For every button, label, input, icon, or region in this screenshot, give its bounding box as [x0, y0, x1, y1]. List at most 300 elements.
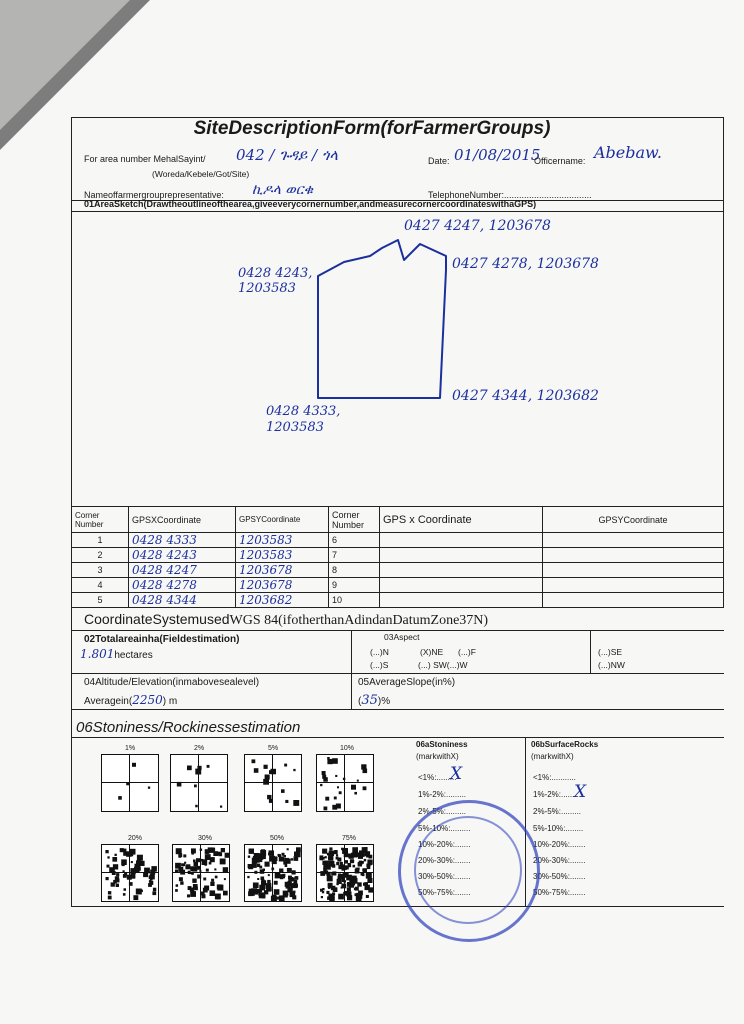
stone-speckle	[366, 895, 369, 898]
stone-speckle	[248, 891, 253, 896]
aspect-s: (...)S	[370, 660, 389, 670]
pct-label-5: 5%	[268, 745, 279, 752]
stone-speckle	[320, 784, 322, 786]
stone-speckle	[252, 863, 257, 868]
stone-speckle	[248, 864, 252, 868]
cell-corner: 1	[72, 533, 129, 548]
stone-speckle	[179, 877, 183, 881]
stone-speckle	[260, 890, 262, 892]
stone-speckle	[321, 896, 323, 898]
stone-speckle	[282, 853, 285, 856]
stone-speckle	[293, 800, 299, 806]
stone-speckle	[281, 874, 285, 878]
stone-speckle	[362, 869, 365, 872]
surface-rocks-row: 5%-10%:........	[533, 824, 584, 833]
stone-speckle	[223, 891, 228, 896]
stone-speckle	[285, 864, 288, 867]
stone-speckle	[210, 848, 215, 853]
area-number-label: For area number MehalSayint/	[84, 154, 206, 164]
stone-speckle	[332, 864, 336, 868]
stone-speckle	[335, 775, 337, 777]
cell-corner: 4	[72, 578, 129, 593]
stone-speckle	[177, 782, 182, 787]
stone-speckle	[322, 850, 325, 853]
cell-y: 1203583	[236, 548, 329, 563]
stone-speckle	[293, 880, 297, 884]
pct-label-75: 75%	[342, 835, 357, 842]
stone-speckle	[327, 876, 333, 882]
surface-rocks-row: 2%-5%:.........	[533, 807, 582, 816]
stone-speckle	[336, 857, 339, 860]
th-gps-x: GPSXCoordinate	[129, 507, 236, 533]
stone-speckle	[192, 879, 196, 883]
stone-speckle	[224, 878, 226, 880]
stone-speckle	[295, 876, 299, 880]
stone-speckle	[115, 876, 119, 880]
stone-speckle	[150, 870, 155, 875]
cell-corner-2: 6	[329, 533, 380, 548]
stone-speckle	[364, 859, 367, 862]
cell-corner: 5	[72, 593, 129, 608]
stone-speckle	[346, 875, 352, 881]
stone-speckle	[203, 878, 206, 881]
stone-speckle	[253, 856, 256, 859]
stone-speckle	[175, 889, 178, 892]
pct-label-50: 50%	[270, 835, 285, 842]
stone-speckle	[322, 857, 325, 860]
stone-speckle	[359, 852, 364, 857]
stone-speckle	[153, 888, 156, 891]
stone-speckle	[112, 857, 117, 862]
stone-speckle	[336, 854, 338, 856]
stone-speckle	[271, 868, 274, 871]
th-gps-y: GPSYCoordinate	[236, 507, 329, 533]
stone-speckle	[225, 853, 230, 858]
stone-speckle	[338, 894, 344, 900]
stone-speckle	[295, 852, 301, 858]
stone-speckle	[339, 791, 342, 794]
stone-speckle	[262, 879, 265, 882]
stone-speckle	[263, 779, 269, 785]
stone-speckle	[175, 863, 181, 869]
stone-speckle	[324, 807, 328, 811]
stone-speckle	[347, 887, 351, 891]
stone-speckle	[207, 854, 211, 858]
officer-label: Officername:	[534, 156, 586, 166]
stone-speckle	[369, 855, 373, 859]
stone-speckle	[220, 806, 222, 808]
altitude-value: 2250	[132, 693, 163, 707]
stone-speckle	[283, 893, 288, 898]
altitude-prefix: Averagein(	[84, 696, 133, 707]
surface-rocks-mark: X	[574, 782, 587, 802]
stone-speckle	[216, 896, 219, 899]
stone-speckle	[253, 883, 259, 889]
bottom-rule	[71, 906, 724, 907]
stone-speckle	[327, 759, 332, 764]
stone-speckle	[248, 856, 250, 858]
stone-speckle	[194, 785, 197, 788]
representative-label: Nameoffarmergrouprepresentative:	[84, 190, 224, 200]
stone-speckle	[254, 768, 259, 773]
aspect-sw-w: (...) SW(...)W	[418, 660, 468, 670]
stone-speckle	[320, 871, 325, 876]
sketch-label-top-right: 0427 4247, 1203678	[404, 218, 551, 234]
stone-speckle	[184, 862, 186, 864]
surface-rocks-row: 50%-75%:.......	[533, 888, 586, 897]
stone-speckle	[294, 884, 298, 888]
stone-speckle	[175, 870, 178, 873]
stone-speckle	[126, 782, 129, 785]
stoniness-row: 20%-30%:.......	[418, 856, 471, 865]
stone-speckle	[337, 786, 339, 788]
stone-speckle	[130, 873, 135, 878]
stone-speckle	[191, 848, 196, 853]
stone-speckle	[194, 862, 199, 867]
cell-y: 1203678	[236, 563, 329, 578]
total-area-label: 02Totalareainha(Fieldestimation)	[84, 634, 240, 645]
stone-speckle	[285, 800, 288, 803]
form-title: SiteDescriptionForm(forFarmerGroups)	[193, 118, 551, 139]
stone-speckle	[284, 858, 289, 863]
stone-speckle	[137, 855, 143, 861]
coordinate-system-label: CoordinateSystemused	[84, 611, 230, 627]
surface-rocks-row: 30%-50%:.......	[533, 872, 586, 881]
th-corner-number: Corner Number	[72, 507, 129, 533]
stone-speckle	[182, 864, 185, 867]
stone-speckle	[217, 852, 221, 856]
stone-speckle	[267, 880, 270, 883]
stone-speckle	[111, 882, 115, 886]
stoniness-col-a-sub: (markwithX)	[416, 752, 459, 761]
stone-speckle	[211, 879, 214, 882]
stone-speckle	[140, 890, 143, 893]
stone-speckle	[351, 785, 356, 790]
stone-speckle	[123, 893, 126, 896]
stone-speckle	[354, 792, 357, 795]
aspect-f: (...)F	[458, 647, 476, 657]
stone-speckle	[327, 853, 330, 856]
cell-x: 0428 4247	[129, 563, 236, 578]
officer-value: Abebaw.	[594, 143, 662, 162]
stone-speckle	[259, 885, 265, 891]
stone-speckle	[350, 859, 354, 863]
slope-value: 35	[361, 693, 378, 708]
stone-speckle	[202, 859, 208, 865]
stone-speckle	[192, 866, 197, 871]
total-area-value: 1.801	[80, 647, 115, 661]
aspect-se: (...)SE	[598, 647, 623, 657]
stone-speckle	[368, 887, 373, 892]
stone-speckle	[340, 863, 342, 865]
stone-speckle	[274, 881, 278, 885]
stone-speckle	[284, 764, 287, 767]
stoniness-row: 30%-50%:.......	[418, 872, 471, 881]
stone-speckle	[355, 868, 359, 872]
stone-speckle	[106, 877, 109, 880]
stone-speckle	[354, 888, 356, 890]
surface-rocks-row: <1%:...........	[533, 773, 576, 782]
stone-speckle	[112, 871, 116, 875]
stone-speckle	[135, 864, 141, 870]
stone-speckle	[220, 859, 226, 865]
stone-speckle	[148, 883, 152, 887]
sketch-label-left: 0428 4243, 1203583	[238, 266, 313, 296]
stone-speckle	[249, 849, 254, 854]
cell-x: 0428 4278	[129, 578, 236, 593]
stone-speckle	[260, 869, 265, 874]
sketch-label-right: 0427 4278, 1203678	[452, 256, 599, 272]
slope-suffix: )%	[377, 696, 391, 707]
stone-speckle	[338, 865, 342, 869]
stone-speckle	[278, 854, 280, 856]
stone-speckle	[353, 865, 356, 868]
stone-speckle	[358, 891, 363, 896]
stone-speckle	[178, 853, 182, 857]
aspect-label: 03Aspect	[384, 632, 420, 642]
stone-speckle	[265, 775, 270, 780]
stone-speckle	[357, 780, 359, 782]
aspect-nw: (...)NW	[598, 660, 625, 670]
cell-y: 1203678	[236, 578, 329, 593]
stone-speckle	[133, 895, 138, 900]
stone-speckle	[203, 888, 208, 893]
stone-speckle	[352, 876, 357, 881]
pct-label-1: 1%	[125, 745, 136, 752]
cell-x: 0428 4243	[129, 548, 236, 563]
stone-speckle	[269, 770, 273, 774]
stone-speckle	[190, 888, 194, 892]
area-number-value: 042 / ጉዳይ / ጎላ	[236, 146, 339, 164]
stone-speckle	[205, 849, 210, 854]
stone-speckle	[121, 859, 127, 865]
cell-y: 1203583	[236, 533, 329, 548]
stone-speckle	[336, 804, 341, 809]
stone-speckle	[223, 867, 228, 872]
surface-rocks-row: 10%-20%:.......	[533, 840, 586, 849]
stone-speckle	[269, 850, 275, 856]
stone-speckle	[210, 882, 214, 886]
th-corner-number-2: Corner Number	[329, 507, 380, 533]
stone-speckle	[207, 765, 210, 768]
stone-speckle	[341, 887, 343, 889]
stone-speckle	[325, 861, 329, 865]
stone-speckle	[341, 848, 344, 851]
stone-speckle	[116, 873, 119, 876]
pct-label-30: 30%	[198, 835, 213, 842]
stoniness-row: <1%:.........	[418, 773, 457, 782]
stone-speckle	[118, 796, 122, 800]
stone-speckle	[292, 870, 296, 874]
stone-speckle	[277, 897, 280, 900]
stone-speckle	[131, 861, 133, 863]
stone-speckle	[336, 883, 338, 885]
surface-rocks-col-b-title: 06bSurfaceRocks	[531, 740, 599, 749]
stone-speckle	[129, 852, 134, 857]
aspect-n: (...)N	[370, 647, 389, 657]
pct-label-10: 10%	[340, 745, 355, 752]
surface-rocks-row: 1%-2%:.........	[533, 790, 582, 799]
surface-rocks-col-b-sub: (markwithX)	[531, 752, 574, 761]
stone-speckle	[293, 769, 295, 771]
altitude-label: 04Altitude/Elevation(inmabovesealevel)	[84, 677, 260, 688]
representative-value: ኪዶላ ወርቁ	[252, 182, 313, 198]
stone-speckle	[343, 778, 345, 780]
stone-speckle	[296, 848, 300, 852]
sketch-label-bottom-right: 0427 4344, 1203682	[452, 388, 599, 404]
th-gps-x-2: GPS x Coordinate	[380, 507, 543, 533]
stone-speckle	[362, 873, 365, 876]
sketch-heading: 01AreaSketch(Drawtheoutlineofthearea,giveeverycornernumber,andmeasurecornercoordinateswithaGPS)	[84, 199, 537, 209]
stone-speckle	[288, 868, 292, 872]
stoniness-row: 1%-2%:.........	[418, 790, 467, 799]
stone-speckle	[291, 858, 293, 860]
stone-speckle	[189, 871, 192, 874]
stone-speckle	[287, 848, 289, 850]
stone-speckle	[124, 849, 127, 852]
stone-speckle	[336, 862, 339, 865]
stone-speckle	[279, 869, 283, 873]
stone-speckle	[327, 757, 330, 760]
stone-speckle	[274, 889, 280, 895]
stone-speckle	[265, 883, 271, 889]
stone-speckle	[108, 891, 111, 894]
stone-speckle	[199, 870, 201, 872]
stone-speckle	[209, 862, 212, 865]
stone-speckle	[221, 848, 225, 852]
stoniness-row: 2%-5%:.........	[418, 807, 467, 816]
stone-speckle	[195, 769, 201, 775]
stone-speckle	[193, 860, 196, 863]
stone-speckle	[352, 852, 357, 857]
stoniness-row: 50%-75%:.......	[418, 888, 471, 897]
stone-speckle	[120, 848, 124, 852]
stoniness-mark: X	[450, 764, 463, 784]
cell-corner-2: 8	[329, 563, 380, 578]
stone-speckle	[366, 873, 372, 879]
stone-speckle	[323, 777, 328, 782]
stone-speckle	[107, 856, 109, 858]
stone-speckle	[124, 873, 127, 876]
stone-speckle	[257, 864, 260, 867]
stone-speckle	[350, 881, 355, 886]
stone-speckle	[273, 856, 278, 861]
stone-speckle	[365, 847, 368, 850]
sketch-label-bottom-left: 0428 4333, 1203583	[266, 404, 341, 435]
cell-corner-2: 9	[329, 578, 380, 593]
stone-speckle	[332, 892, 335, 895]
surface-rocks-row: 20%-30%:.......	[533, 856, 586, 865]
stone-speckle	[361, 764, 366, 769]
cell-corner-2: 10	[329, 593, 380, 608]
stone-speckle	[367, 878, 372, 883]
stone-speckle	[345, 860, 349, 864]
stone-speckle	[288, 884, 291, 887]
stone-speckle	[326, 891, 329, 894]
stone-speckle	[268, 874, 270, 876]
stone-speckle	[291, 884, 294, 887]
stone-speckle	[215, 876, 218, 879]
stone-speckle	[254, 871, 257, 874]
stoniness-row: 5%-10%:.........	[418, 824, 471, 833]
stone-speckle	[334, 850, 338, 854]
pct-label-2: 2%	[194, 745, 205, 752]
stone-speckle	[322, 771, 326, 775]
slope-label: 05AverageSlope(in%)	[358, 677, 456, 688]
stone-speckle	[326, 872, 330, 876]
stone-speckle	[325, 797, 329, 801]
stone-speckle	[197, 866, 201, 870]
stone-speckle	[344, 891, 349, 896]
stone-speckle	[338, 874, 341, 877]
stone-speckle	[352, 847, 358, 853]
stone-speckle	[200, 849, 202, 851]
stone-speckle	[258, 855, 260, 857]
official-stamp-inner-ring	[414, 816, 522, 924]
stone-speckle	[217, 884, 222, 889]
stone-speckle	[105, 850, 108, 853]
stone-speckle	[210, 890, 216, 896]
stone-speckle	[323, 864, 328, 869]
stone-speckle	[187, 766, 192, 771]
stone-speckle	[197, 875, 201, 879]
stone-speckle	[196, 858, 200, 862]
stone-speckle	[261, 849, 265, 853]
stone-speckle	[176, 884, 179, 887]
stone-speckle	[264, 765, 268, 769]
stone-speckle	[148, 787, 150, 789]
stone-speckle	[367, 866, 370, 869]
stone-speckle	[259, 858, 263, 862]
stone-speckle	[344, 853, 348, 857]
date-label: Date:	[428, 156, 450, 166]
stone-speckle	[187, 894, 190, 897]
stone-speckle	[206, 869, 209, 872]
stone-speckle	[332, 871, 336, 875]
stone-speckle	[191, 893, 194, 896]
stone-speckle	[115, 854, 117, 856]
stone-speckle	[124, 888, 127, 891]
stone-speckle	[194, 887, 198, 891]
stone-speckle	[247, 876, 249, 878]
telephone-label: TelephoneNumber:...................................	[428, 190, 592, 200]
date-value: 01/08/2015	[454, 146, 541, 164]
stone-speckle	[348, 854, 352, 858]
stone-speckle	[107, 865, 110, 868]
pct-label-20: 20%	[128, 835, 143, 842]
stone-speckle	[329, 847, 332, 850]
stone-speckle	[191, 872, 194, 875]
stoniness-heading: 06Stoniness/Rockinessestimation	[76, 719, 301, 736]
cell-x: 0428 4333	[129, 533, 236, 548]
stone-speckle	[257, 878, 259, 880]
stoniness-row: 10%-20%:.......	[418, 840, 471, 849]
cell-corner: 3	[72, 563, 129, 578]
slope-prefix: (	[358, 696, 362, 707]
stone-speckle	[108, 896, 112, 900]
stone-speckle	[185, 864, 190, 869]
cell-x: 0428 4344	[129, 593, 236, 608]
stone-speckle	[129, 882, 133, 886]
stone-speckle	[116, 884, 119, 887]
stone-speckle	[358, 862, 362, 866]
stone-speckle	[214, 868, 216, 870]
stone-speckle	[265, 862, 270, 867]
stoniness-col-a-title: 06aStoniness	[416, 740, 468, 749]
stone-speckle	[345, 866, 349, 870]
stone-speckle	[328, 883, 333, 888]
stone-speckle	[123, 870, 125, 872]
